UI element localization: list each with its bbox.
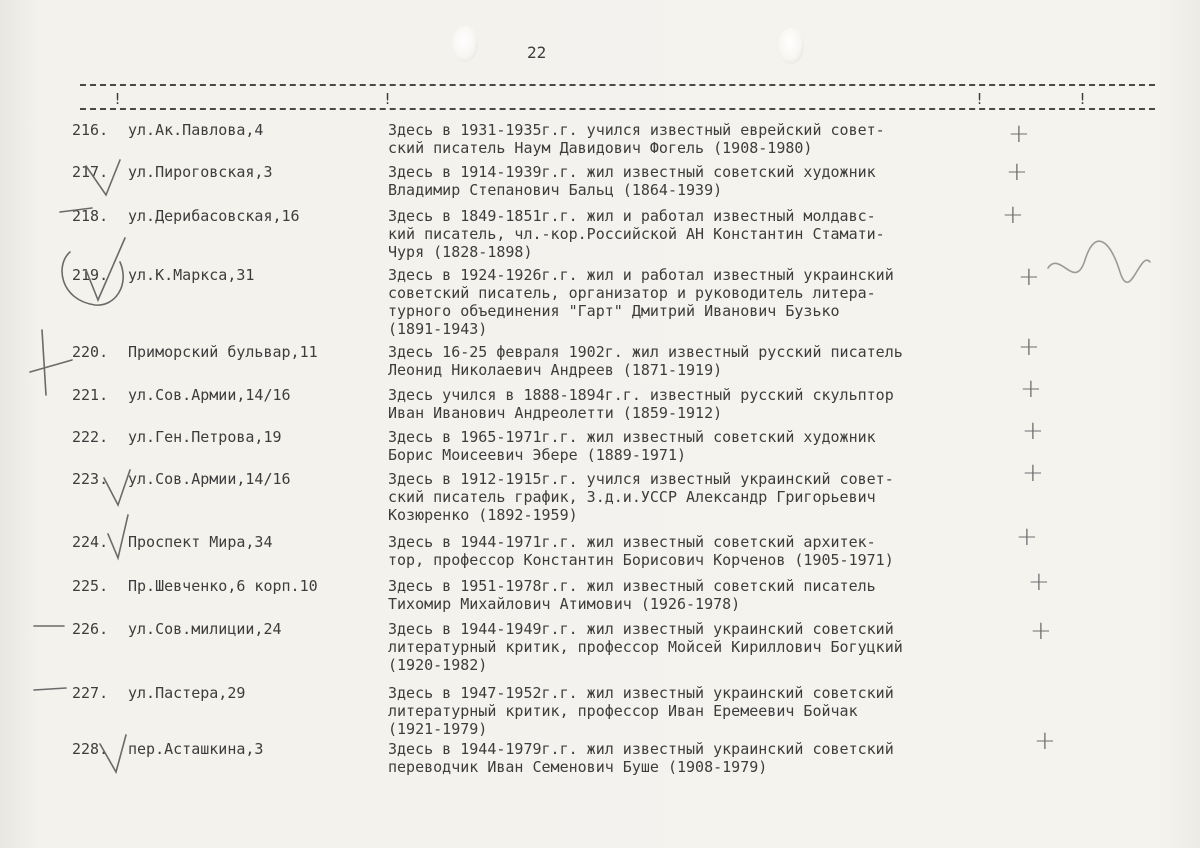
description-line: Здесь в 1944-1949г.г. жил известный украинский советский xyxy=(388,620,894,638)
description-line: советский писатель, организатор и руководитель литера- xyxy=(388,284,876,302)
entry-number: 216. xyxy=(72,121,109,139)
pen-plus-mark: + xyxy=(1002,200,1024,230)
entry-address: ул.Сов.Армии,14/16 xyxy=(128,386,291,404)
description-line: Здесь в 1912-1915г.г. учился известный украинский совет- xyxy=(388,470,894,488)
entry-address: ул.Пироговская,3 xyxy=(128,163,273,181)
entry-number: 224. xyxy=(72,533,109,551)
description-line: литературный критик, профессор Мойсей Кириллович Богуцкий xyxy=(388,638,903,656)
description-line: Борис Моисеевич Эбере (1889-1971) xyxy=(388,446,687,464)
entry-number: 226. xyxy=(72,620,109,638)
entry-description xyxy=(388,266,894,338)
description-line: Чуря (1828-1898) xyxy=(388,243,533,261)
dash-mark-227 xyxy=(34,688,66,690)
header-rule-bottom xyxy=(80,108,1155,110)
description-line: Здесь в 1951-1978г.г. жил известный советский писатель xyxy=(388,577,876,595)
scribble-219 xyxy=(1048,241,1150,282)
description-line: Владимир Степанович Бальц (1864-1939) xyxy=(388,181,723,199)
entry-description xyxy=(388,684,894,738)
entry-description xyxy=(388,121,885,157)
description-line: Здесь в 1914-1939г.г. жил известный советский художник xyxy=(388,163,876,181)
entry-description xyxy=(388,620,903,674)
description-line: Здесь в 1944-1979г.г. жил известный украинский советский xyxy=(388,740,894,758)
entry-number: 223. xyxy=(72,470,109,488)
pen-plus-mark: + xyxy=(1018,332,1040,362)
entry-address: ул.Ак.Павлова,4 xyxy=(128,121,264,139)
punch-hole-left xyxy=(452,26,478,62)
entry-address: ул.Ген.Петрова,19 xyxy=(128,428,282,446)
entry-description xyxy=(388,386,894,422)
description-line: Здесь в 1931-1935г.г. учился известный еврейский совет- xyxy=(388,121,885,139)
entry-number: 225. xyxy=(72,577,109,595)
column-mark: ! xyxy=(113,90,123,108)
entry-number: 220. xyxy=(72,343,109,361)
header-rule-top xyxy=(80,84,1155,86)
description-line: Здесь 16-25 февраля 1902г. жил известный русский писатель xyxy=(388,343,903,361)
pen-plus-mark: + xyxy=(1022,416,1044,446)
entry-description xyxy=(388,470,894,524)
entry-address: Пр.Шевченко,6 корп.10 xyxy=(128,577,318,595)
entry-number: 228. xyxy=(72,740,109,758)
description-line: Здесь учился в 1888-1894г.г. известный русский скульптор xyxy=(388,386,894,404)
pen-plus-mark: + xyxy=(1018,262,1040,292)
description-line: турного объединения "Гарт" Дмитрий Иванович Бузько xyxy=(388,302,840,320)
entry-description xyxy=(388,163,876,199)
description-line: переводчик Иван Семенович Буше (1908-1979) xyxy=(388,758,768,776)
pen-plus-mark: + xyxy=(1006,157,1028,187)
description-line: Леонид Николаевич Андреев (1871-1919) xyxy=(388,361,723,379)
entry-address: ул.К.Маркса,31 xyxy=(128,266,255,284)
entry-number: 221. xyxy=(72,386,109,404)
entry-number: 217. xyxy=(72,163,109,181)
description-line: Козюренко (1892-1959) xyxy=(388,506,578,524)
pen-plus-mark: + xyxy=(1016,522,1038,552)
description-line: кий писатель, чл.-кор.Российской АН Константин Стамати- xyxy=(388,225,885,243)
entry-address: ул.Дерибасовская,16 xyxy=(128,207,300,225)
cross-mark-220 xyxy=(42,330,46,395)
description-line: тор, профессор Константин Борисович Корченов (1905-1971) xyxy=(388,551,894,569)
description-line: (1891-1943) xyxy=(388,320,488,338)
entry-address: Приморский бульвар,11 xyxy=(128,343,318,361)
description-line: Здесь в 1849-1851г.г. жил и работал известный молдавс- xyxy=(388,207,876,225)
entry-address: ул.Сов.Армии,14/16 xyxy=(128,470,291,488)
entry-number: 219. xyxy=(72,266,109,284)
description-line: Здесь в 1924-1926г.г. жил и работал известный украинский xyxy=(388,266,894,284)
entry-number: 218. xyxy=(72,207,109,225)
description-line: Здесь в 1944-1971г.г. жил известный советский архитек- xyxy=(388,533,876,551)
entry-description xyxy=(388,533,894,569)
description-line: ский писатель график, З.д.и.УССР Александр Григорьевич xyxy=(388,488,876,506)
pen-plus-mark: + xyxy=(1020,374,1042,404)
entry-description xyxy=(388,740,894,776)
pen-plus-mark: + xyxy=(1022,458,1044,488)
page-number: 22 xyxy=(527,43,547,62)
description-line: Здесь в 1965-1971г.г. жил известный советский художник xyxy=(388,428,876,446)
entry-description xyxy=(388,577,876,613)
entry-address: пер.Асташкина,3 xyxy=(128,740,264,758)
description-line: (1921-1979) xyxy=(388,720,488,738)
description-line: литературный критик, профессор Иван Еремеевич Бойчак xyxy=(388,702,858,720)
entry-description xyxy=(388,207,885,261)
description-line: ский писатель Наум Давидович Фогель (1908-1980) xyxy=(388,139,813,157)
column-mark: ! xyxy=(1078,90,1088,108)
punch-hole-right xyxy=(778,28,804,64)
entry-number: 222. xyxy=(72,428,109,446)
description-line: Тихомир Михайлович Атимович (1926-1978) xyxy=(388,595,741,613)
column-mark: ! xyxy=(975,90,985,108)
entry-description xyxy=(388,428,876,464)
entry-address: ул.Сов.милиции,24 xyxy=(128,620,282,638)
pen-plus-mark: + xyxy=(1034,726,1056,756)
description-line: Здесь в 1947-1952г.г. жил известный украинский советский xyxy=(388,684,894,702)
description-line: (1920-1982) xyxy=(388,656,488,674)
pen-plus-mark: + xyxy=(1008,119,1030,149)
entry-description xyxy=(388,343,903,379)
entry-address: Проспект Мира,34 xyxy=(128,533,273,551)
column-mark: ! xyxy=(383,90,393,108)
entry-address: ул.Пастера,29 xyxy=(128,684,246,702)
check-mark-224 xyxy=(108,515,128,558)
entry-number: 227. xyxy=(72,684,109,702)
description-line: Иван Иванович Андреолетти (1859-1912) xyxy=(388,404,723,422)
cross-mark-220b xyxy=(30,360,72,372)
pen-plus-mark: + xyxy=(1030,616,1052,646)
pen-plus-mark: + xyxy=(1028,567,1050,597)
